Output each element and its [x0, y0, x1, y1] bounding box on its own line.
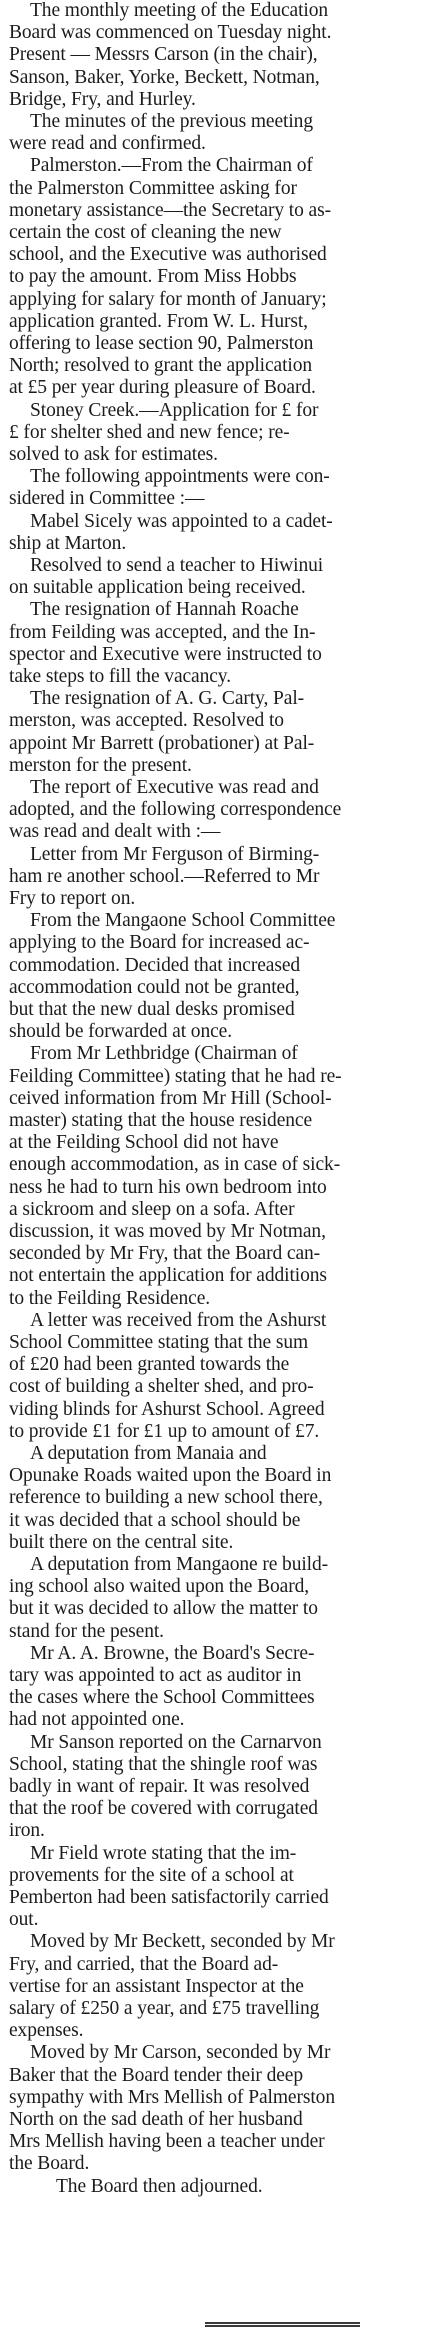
article-line: The Board then adjourned.	[56, 2175, 263, 2197]
article-line: master) stating that the house residence	[9, 1110, 313, 1131]
article-line: Bridge, Fry, and Hurley.	[9, 88, 196, 110]
article-line: on suitable application being received.	[9, 577, 306, 599]
article-line: but that the new dual desks promised	[9, 999, 295, 1020]
article-line: Mr Sanson reported on the Carnarvon	[30, 1731, 322, 1753]
article-line: The resignation of A. G. Carty, Pal-	[30, 688, 305, 710]
article-line: Moved by Mr Carson, seconded by Mr	[30, 2042, 331, 2064]
article-line: Resolved to send a teacher to Hiwinui	[30, 555, 324, 576]
article-line: cost of building a shelter shed, and pro-	[9, 1376, 314, 1398]
article-line: tary was appointed to act as auditor in	[9, 1665, 302, 1686]
article-line: The following appointments were con-	[30, 466, 330, 488]
article-line: application granted. From W. L. Hurst,	[9, 310, 308, 332]
article-line: enough accommodation, as in case of sick-	[9, 1154, 341, 1176]
article-line: A deputation from Mangaone re build-	[30, 1554, 329, 1575]
section-divider-rule	[205, 2322, 360, 2327]
article-line: out.	[9, 1909, 39, 1931]
article-line: provements for the site of a school at	[9, 1864, 294, 1886]
article-line: vertise for an assistant Inspector at the	[9, 1975, 304, 1997]
article-line: £ for shelter shed and new fence; re-	[9, 421, 290, 443]
article-line: to the Feilding Residence.	[9, 1287, 211, 1309]
article-line: the Palmerston Committee asking for	[9, 177, 297, 199]
article-line: from Feilding was accepted, and the In-	[9, 621, 316, 643]
article-line: School Committee stating that the sum	[9, 1332, 309, 1353]
article-line: the Board.	[9, 2153, 90, 2175]
article-line: a sickroom and sleep on a sofa. After	[9, 1198, 295, 1220]
article-line: Palmerston.—From the Chairman of	[30, 155, 313, 177]
article-line: offering to lease section 90, Palmerston	[9, 333, 314, 354]
article-line: merston for the present.	[9, 754, 192, 776]
article-line: solved to ask for estimates.	[9, 444, 218, 465]
article-line: salary of £250 a year, and £75 travelling	[9, 1998, 320, 2019]
article-line: ness he had to turn his own bedroom into	[9, 1176, 327, 1198]
article-line: ing school also waited upon the Board,	[9, 1576, 310, 1598]
article-line: stand for the pesent.	[9, 1620, 164, 1642]
article-line: discussion, it was moved by Mr Notman,	[9, 1221, 326, 1242]
article-line: ham re another school.—Referred to Mr	[9, 865, 320, 887]
article-line: The resignation of Hannah Roache	[30, 599, 299, 621]
article-line: were read and confirmed.	[9, 133, 206, 155]
article-line: spector and Executive were instructed to	[9, 643, 322, 665]
article-line: The minutes of the previous meeting	[30, 111, 313, 132]
article-line: badly in want of repair. It was resolved	[9, 1776, 310, 1797]
article-line: Moved by Mr Beckett, seconded by Mr	[30, 1931, 335, 1953]
article-line: applying to the Board for increased ac-	[9, 932, 310, 954]
article-line: that the roof be covered with corrugated	[9, 1798, 318, 1820]
article-line: School, stating that the shingle roof was	[9, 1753, 318, 1775]
article-line: it was decided that a school should be	[9, 1509, 301, 1531]
article-line: ceived information from Mr Hill (School-	[9, 1087, 332, 1109]
article-line: The monthly meeting of the Education	[30, 0, 329, 21]
article-line: Fry to report on.	[9, 888, 136, 909]
article-line: Fry, and carried, that the Board ad-	[9, 1953, 279, 1975]
article-line: From the Mangaone School Committee	[30, 910, 336, 932]
article-line: Feilding Committee) stating that he had re-	[9, 1065, 342, 1087]
article-line: appoint Mr Barrett (probationer) at Pal-	[9, 732, 315, 754]
article-line: seconded by Mr Fry, that the Board can-	[9, 1243, 321, 1265]
article-line: From Mr Lethbridge (Chairman of	[30, 1043, 298, 1065]
article-line: adopted, and the following correspondence	[9, 799, 342, 821]
article-line: the cases where the School Committees	[9, 1687, 315, 1709]
article-line: expenses.	[9, 2020, 84, 2042]
article-line: at £5 per year during pleasure of Board.	[9, 377, 316, 399]
article-line: Mr A. A. Browne, the Board's Secre-	[30, 1642, 315, 1664]
article-line: A deputation from Manaia and	[30, 1443, 267, 1464]
article-line: but it was decided to allow the matter to	[9, 1598, 318, 1620]
article-line: should be forwarded at once.	[9, 1021, 232, 1043]
article-line: reference to building a new school there,	[9, 1487, 323, 1509]
article-line: Stoney Creek.—Application for £ for	[30, 399, 319, 421]
article-line: applying for salary for month of January;	[9, 288, 327, 310]
article-line: accommodation could not be granted,	[9, 976, 300, 998]
article-line: of £20 had been granted towards the	[9, 1354, 290, 1376]
article-line: built there on the central site.	[9, 1531, 234, 1553]
article-line: Mrs Mellish having been a teacher under	[9, 2131, 325, 2153]
article-line: had not appointed one.	[9, 1709, 185, 1731]
article-line: certain the cost of cleaning the new	[9, 222, 282, 243]
article-line: North on the sad death of her husband	[9, 2109, 303, 2130]
article-line: merston, was accepted. Resolved to	[9, 710, 284, 732]
article-line: commodation. Decided that increased	[9, 954, 301, 976]
article-line: to pay the amount. From Miss Hobbs	[9, 266, 297, 288]
article-line: take steps to fill the vacancy.	[9, 666, 231, 687]
article-line: Mabel Sicely was appointed to a cadet-	[30, 510, 333, 532]
article-line: ship at Marton.	[9, 532, 127, 554]
article-line: Opunake Roads waited upon the Board in	[9, 1465, 332, 1487]
article-line: Letter from Mr Ferguson of Birming-	[30, 843, 320, 865]
article-line: Board was commenced on Tuesday night.	[9, 22, 332, 44]
article-line: at the Feilding School did not have	[9, 1132, 279, 1154]
article-line: Pemberton had been satisfactorily carried	[9, 1887, 329, 1908]
article-line: not entertain the application for additions	[9, 1265, 327, 1287]
article-line: Present — Messrs Carson (in the chair),	[9, 44, 318, 66]
article-line: Sanson, Baker, Yorke, Beckett, Notman,	[9, 66, 320, 88]
article-line: Mr Field wrote stating that the im-	[30, 1842, 297, 1864]
article-line: to provide £1 for £1 up to amount of £7.	[9, 1420, 320, 1442]
article-line: school, and the Executive was authorised	[9, 244, 327, 266]
article-line: The report of Executive was read and	[30, 777, 319, 798]
article-line: Baker that the Board tender their deep	[9, 2064, 303, 2086]
article-line: sidered in Committee :—	[9, 488, 205, 510]
article-line: viding blinds for Ashurst School. Agreed	[9, 1398, 325, 1420]
article-line: North; resolved to grant the application	[9, 355, 313, 377]
article-line: iron.	[9, 1820, 45, 1842]
article-line: was read and dealt with :—	[9, 821, 221, 843]
article-line: monetary assistance—the Secretary to as-	[9, 199, 331, 221]
article-line: A letter was received from the Ashurst	[30, 1309, 327, 1331]
article-line: sympathy with Mrs Mellish of Palmerston	[9, 2086, 335, 2108]
